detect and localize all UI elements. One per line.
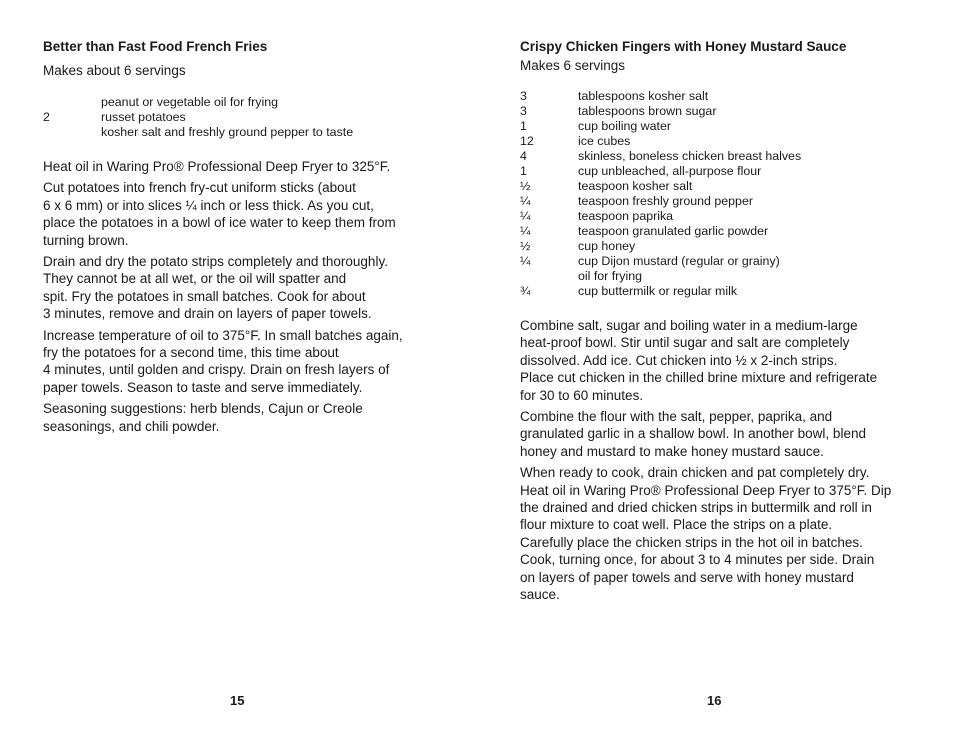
instructions <box>43 158 433 439</box>
ingredient-quantity: ½ <box>520 179 531 193</box>
ingredient-quantity: ¼ <box>520 254 531 268</box>
ingredient-name: cup buttermilk or regular milk <box>578 284 738 298</box>
instruction-paragraph: Combine the flour with the salt, pepper, paprika, and granulated garlic in a shallow bowl. In another bowl, blend honey and mustard to make honey mustard sauce. <box>520 409 866 459</box>
servings-text: Makes 6 servings <box>520 58 626 73</box>
ingredient-quantity: 2 <box>43 110 50 124</box>
ingredient-name: cup Dijon mustard (regular or grainy) <box>578 254 780 268</box>
instruction-paragraph: Cut potatoes into french fry-cut uniform sticks (about 6 x 6 mm) or into slices ¼ inch or less thick. As you cut, place the potatoes in a bowl of ice water to keep them from turning brown. <box>43 180 396 248</box>
instruction-paragraph: Drain and dry the potato strips completely and thoroughly. They cannot be at all wet, or the oil will spatter and spit. Fry the potatoes in small batches. Cook for about 3 minutes, remove and drain on layers of paper towels. <box>43 254 388 322</box>
instruction-paragraph: Increase temperature of oil to 375°F. In small batches again, fry the potatoes for a second time, this time about 4 minutes, until golden and crispy. Drain on fresh layers of paper towels. Season to taste and serve immediately. <box>43 327 403 395</box>
right-page <box>520 0 920 738</box>
ingredient-name: kosher salt and freshly ground pepper to taste <box>101 125 354 139</box>
ingredient-name: ice cubes <box>578 134 631 148</box>
instructions <box>520 317 920 608</box>
ingredient-quantity: ¼ <box>520 224 531 238</box>
page-number: 16 <box>707 693 722 708</box>
page-number: 15 <box>230 693 245 708</box>
ingredient-name: teaspoon paprika <box>578 209 674 223</box>
ingredient-quantity: ¾ <box>520 284 531 298</box>
ingredient-name: tablespoons kosher salt <box>578 89 709 103</box>
ingredient-quantity: 4 <box>520 149 527 163</box>
ingredient-quantity: 3 <box>520 104 527 118</box>
ingredient-quantity: 12 <box>520 134 534 148</box>
ingredient-name: oil for frying <box>578 269 643 283</box>
ingredient-quantity: ¼ <box>520 194 531 208</box>
ingredient-name: teaspoon freshly ground pepper <box>578 194 753 208</box>
ingredient-quantity: 1 <box>520 119 527 133</box>
ingredient-quantity: 3 <box>520 89 527 103</box>
instruction-paragraph: Combine salt, sugar and boiling water in a medium-large heat-proof bowl. Stir until sugar and salt are completely dissolved. Add ice. Cut chicken into ½ x 2-inch strips. Place cut chicken in the chilled brine mixture and refrigerate for 30 to 60 minutes. <box>520 318 878 403</box>
left-page <box>43 0 433 738</box>
ingredient-quantity: 1 <box>520 164 527 178</box>
instruction-paragraph: Heat oil in Waring Pro® Professional Deep Fryer to 325°F. <box>43 159 391 174</box>
ingredient-name: peanut or vegetable oil for frying <box>101 95 279 109</box>
servings-text: Makes about 6 servings <box>43 63 186 78</box>
ingredient-name: skinless, boneless chicken breast halves <box>578 149 802 163</box>
ingredient-name: teaspoon granulated garlic powder <box>578 224 769 238</box>
ingredient-name: teaspoon kosher salt <box>578 179 693 193</box>
instruction-paragraph: Seasoning suggestions: herb blends, Cajun or Creole seasonings, and chili powder. <box>43 401 363 434</box>
ingredient-quantity: ¼ <box>520 209 531 223</box>
ingredient-quantity: ½ <box>520 239 531 253</box>
ingredient-name: russet potatoes <box>101 110 186 124</box>
instruction-paragraph: When ready to cook, drain chicken and pat completely dry. Heat oil in Waring Pro® Professional Deep Fryer to 375°F. Dip the drained and dried chicken strips in buttermilk and roll in flour mixture to coat well. Place the strips on a plate. Carefully place the chicken strips in the hot oil in batches. Cook, turning once, for about 3 to 4 minutes per side. Drain on layers of paper towels and serve with honey mustard sauce. <box>520 465 892 603</box>
recipe-title: Better than Fast Food French Fries <box>43 39 268 54</box>
ingredient-name: cup boiling water <box>578 119 671 133</box>
ingredient-name: cup honey <box>578 239 636 253</box>
ingredient-name: tablespoons brown sugar <box>578 104 717 118</box>
ingredient-name: cup unbleached, all-purpose flour <box>578 164 762 178</box>
recipe-title: Crispy Chicken Fingers with Honey Mustard Sauce <box>520 39 847 54</box>
